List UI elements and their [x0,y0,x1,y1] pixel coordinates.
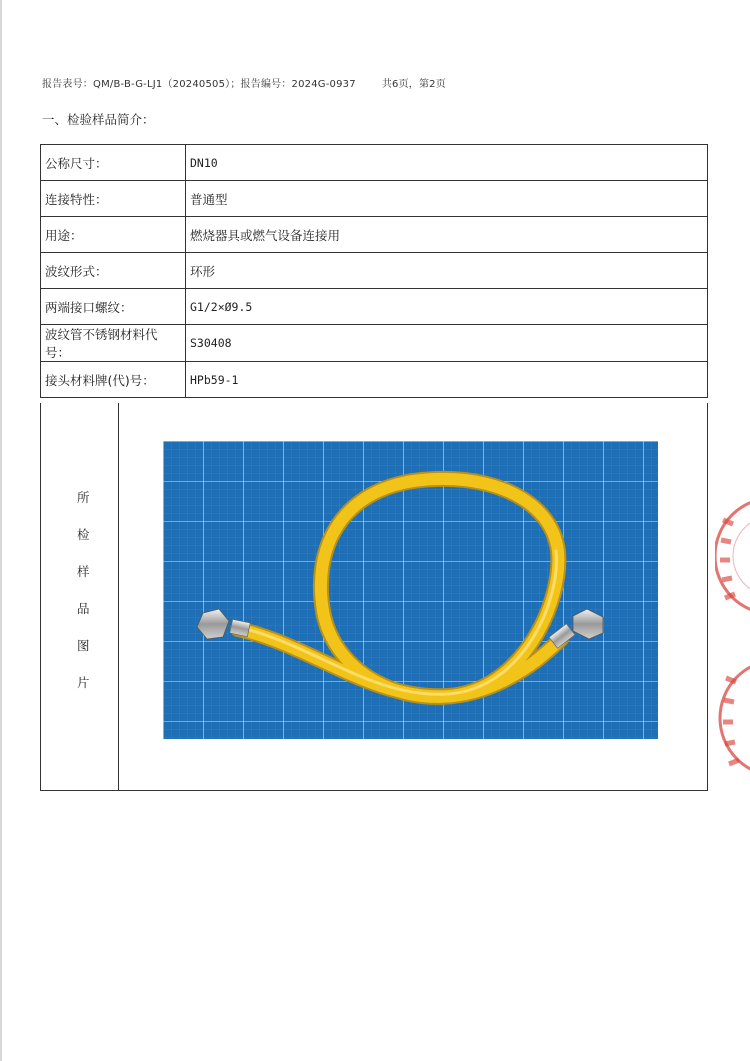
row-value: 普通型 [186,181,708,217]
row-label: 两端接口螺纹： [41,289,186,325]
row-label: 波纹形式： [41,253,186,289]
row-label: 用途： [41,217,186,253]
table-row [41,253,708,289]
row-value: S30408 [186,325,708,362]
table-row [41,362,708,398]
row-label: 波纹管不锈钢材料代号： [41,325,186,362]
table-row [41,325,708,362]
table-row [41,145,708,181]
report-form-number: 报告表号：QM/B-B-G-LJ1（20240505）；报告编号：2024G-0937 [42,79,356,90]
report-header [42,75,446,90]
photo-label-column [41,403,119,790]
sample-photo-section [40,403,708,791]
row-label: 连接特性： [41,181,186,217]
photo-label-char: 品 [77,601,90,616]
table-row [41,217,708,253]
row-value: G1/2×Ø9.5 [186,289,708,325]
sample-photo [163,441,658,739]
photo-label-char: 样 [77,564,90,579]
table-row [41,289,708,325]
photo-label-char: 所 [77,490,90,505]
section-title: 一、检验样品简介： [42,112,155,127]
row-label: 公称尺寸： [41,145,186,181]
sample-info-table [40,144,708,398]
photo-label-char: 图 [77,638,90,653]
row-value: 环形 [186,253,708,289]
table-row [41,181,708,217]
row-value: HPb59-1 [186,362,708,398]
row-value: 燃烧器具或燃气设备连接用 [186,217,708,253]
row-label: 接头材料牌(代)号： [41,362,186,398]
page-info: 共6页，第2页 [381,79,446,90]
photo-label-char: 片 [77,675,90,690]
red-seal-bottom [718,648,750,793]
scan-edge [0,0,2,1061]
photo-label-char: 检 [77,527,90,542]
row-value: DN10 [186,145,708,181]
red-seal-top [715,490,750,625]
